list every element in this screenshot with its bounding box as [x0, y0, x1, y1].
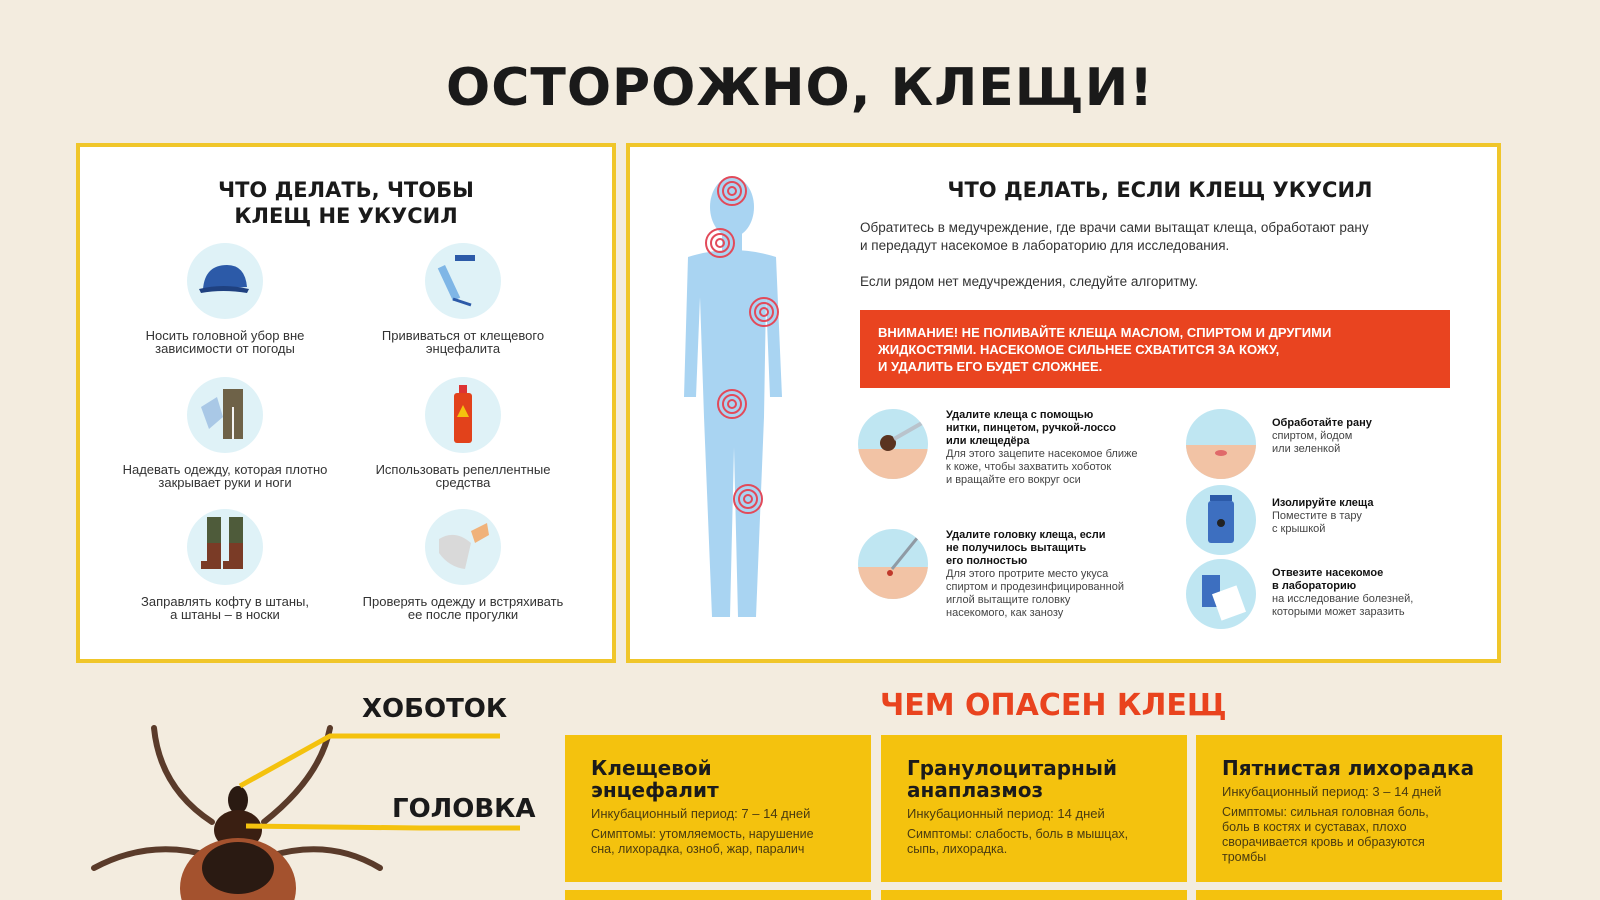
- vaccine-icon: [425, 243, 501, 319]
- bite-title: ЧТО ДЕЛАТЬ, ЕСЛИ КЛЕЩ УКУСИЛ: [947, 178, 1373, 202]
- card-edge: [881, 890, 1187, 900]
- tip-boots: [100, 509, 350, 621]
- warning-banner: ВНИМАНИЕ! НЕ ПОЛИВАЙТЕ КЛЕЩА МАСЛОМ, СПИРТОМ И ДРУГИМИ ЖИДКОСТЯМИ. НАСЕКОМОЕ СИЛЬНЕЕ СХВАТИТСЯ ЗА КОЖУ, И УДАЛИТЬ ЕГО БУДЕТ СЛОЖНЕЕ.: [860, 310, 1450, 388]
- lab-icon: [1186, 559, 1256, 629]
- clothes-icon: [187, 377, 263, 453]
- step-text: Для этого зацепите насекомое ближе к коже, чтобы захватить хоботок и вращайте его вокруг оси: [946, 448, 1138, 486]
- incubation-period: Инкубационный период: 7 – 14 дней: [591, 806, 811, 821]
- human-body-icon: [630, 147, 860, 659]
- repellent-icon: [425, 377, 501, 453]
- step-title: Обработайте рану: [1272, 417, 1372, 429]
- step-title: Отвезите насекомое в лабораторию: [1272, 567, 1384, 592]
- tick-label-head: ГОЛОВКА: [392, 794, 536, 824]
- tip-caption: Использовать репеллентные средства: [375, 462, 551, 490]
- disease-card: [881, 735, 1187, 882]
- disease-card: [565, 735, 871, 882]
- card-edge: [1196, 890, 1502, 900]
- step-title: Изолируйте клеща: [1272, 497, 1374, 509]
- step-lab: [1186, 559, 1476, 631]
- tweezers-tick-icon: [858, 409, 928, 479]
- tip-caption: Прививаться от клещевого энцефалита: [381, 328, 545, 356]
- tip-caption: Проверять одежду и встряхивать ее после прогулки: [362, 594, 564, 622]
- step-title: Удалите головку клеща, если не получилось вытащить его полностью: [946, 529, 1106, 567]
- card-edge: [565, 890, 871, 900]
- shake-clothes-icon: [425, 509, 501, 585]
- tip-caption: Надевать одежду, которая плотно закрывает руки и ноги: [122, 462, 328, 490]
- incubation-period: Инкубационный период: 14 дней: [907, 806, 1105, 821]
- disease-title: Клещевой энцефалит: [591, 756, 719, 802]
- disease-card: [1196, 735, 1502, 882]
- prevention-panel: [76, 143, 616, 663]
- bite-intro: Обратитесь в медучреждение, где врачи сами вытащат клеща, обработают рану и передадут насекомое в лабораторию для исследования.: [860, 220, 1369, 253]
- disease-title: Гранулоцитарный анаплазмоз: [907, 756, 1117, 802]
- tick-label-proboscis: ХОБОТОК: [362, 694, 508, 724]
- tip-caption: Заправлять кофту в штаны, а штаны – в носки: [141, 594, 309, 622]
- symptoms-text: Симптомы: слабость, боль в мышцах, сыпь, лихорадка.: [907, 827, 1129, 856]
- step-text: Для этого протрите место укуса спиртом и продезинфицированной иглой вытащите головку насекомого, как занозу: [946, 568, 1124, 619]
- danger-title: ЧЕМ ОПАСЕН КЛЕЩ: [880, 688, 1227, 723]
- bite-intro-2: Если рядом нет медучреждения, следуйте алгоритму.: [860, 274, 1199, 289]
- tip-repellent: [338, 377, 588, 489]
- needle-icon: [858, 529, 928, 599]
- tip-shake: [338, 509, 588, 621]
- disease-title: Пятнистая лихорадка: [1222, 756, 1475, 780]
- step-text: спиртом, йодом или зеленкой: [1272, 430, 1353, 455]
- symptoms-text: Симптомы: сильная головная боль, боль в костях и суставах, плохо сворачивается кровь и образуются тромбы: [1222, 805, 1429, 864]
- page-title: ОСТОРОЖНО, КЛЕЩИ!: [446, 58, 1154, 118]
- step-text: Поместите в тару с крышкой: [1272, 510, 1362, 535]
- step-treat-wound: [1186, 409, 1476, 481]
- tip-vaccine: [338, 243, 588, 355]
- step-title: Удалите клеща с помощью нитки, пинцетом, ручкой-лоссо или клещедёра: [946, 409, 1116, 447]
- tip-caption: Носить головной убор вне зависимости от погоды: [145, 328, 305, 356]
- tip-cap: [100, 243, 350, 355]
- boots-icon: [187, 509, 263, 585]
- wound-icon: [1186, 409, 1256, 479]
- tip-clothes: [100, 377, 350, 489]
- step-remove-tick: [858, 409, 1188, 504]
- cap-icon: [187, 243, 263, 319]
- step-isolate: [1186, 485, 1476, 557]
- step-text: на исследование болезней, которыми может заразить: [1272, 593, 1414, 618]
- prevention-title: ЧТО ДЕЛАТЬ, ЧТОБЫ КЛЕЩ НЕ УКУСИЛ: [218, 178, 474, 228]
- bite-panel: [626, 143, 1501, 663]
- jar-icon: [1186, 485, 1256, 555]
- incubation-period: Инкубационный период: 3 – 14 дней: [1222, 784, 1442, 799]
- symptoms-text: Симптомы: утомляемость, нарушение сна, лихорадка, озноб, жар, паралич: [591, 827, 814, 856]
- step-remove-head: [858, 529, 1188, 639]
